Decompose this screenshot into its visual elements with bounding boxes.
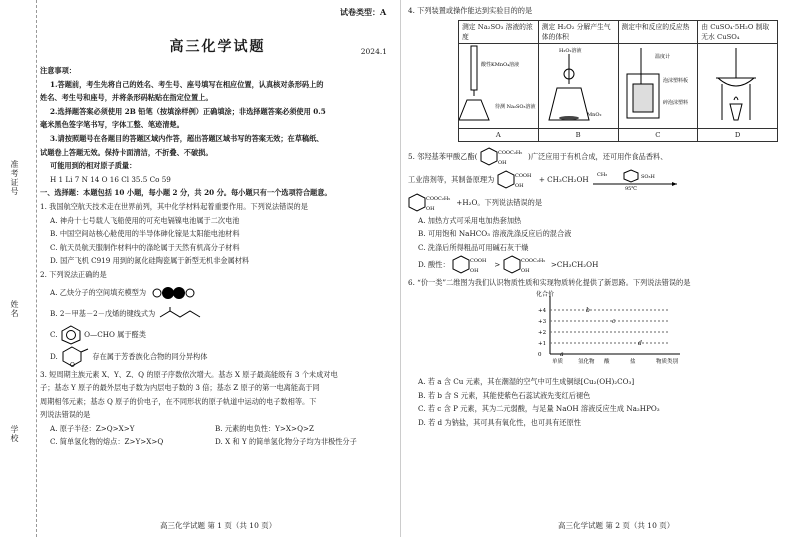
- q4-stem: 4. 下列装置或操作能达到实验目的的是: [408, 6, 533, 15]
- q5-option-d: [408, 254, 794, 276]
- product-ester-icon: [408, 193, 454, 213]
- q4-letter-d: D: [698, 128, 778, 141]
- q2-option-c-text: 属于醛类: [117, 329, 146, 339]
- q5-text: 工业溶剂等，其制备原理为: [408, 174, 495, 184]
- q6-option-c: C. 若 c 含 P 元素，其为二元弱酸，与足量 NaOH 溶液反应生成 Na₂HPO₃: [418, 404, 660, 414]
- q5-gt: >: [494, 260, 501, 270]
- q4-letter-c: C: [618, 128, 698, 141]
- x-tick-label: 单质: [552, 358, 564, 365]
- q6-option-a: A. 若 a 含 Cu 元素，其在潮湿的空气中可生成铜绿[Cu₂(OH)₂CO₃]: [418, 376, 635, 386]
- y-tick-label: +3: [538, 318, 547, 325]
- struct-label: 95℃: [624, 185, 637, 191]
- q3-option-d: D. X 和 Y 的简单氢化物分子均为非极性分子: [215, 437, 357, 447]
- note-line: 可能用到的相对原子质量：: [50, 161, 137, 171]
- pyran-ring-icon: [60, 346, 90, 368]
- acetylene-model-icon: [148, 286, 198, 300]
- q5-text: 5. 邻羟基苯甲酸乙酯(: [408, 151, 478, 161]
- q3-options-row: [40, 422, 395, 436]
- q1-stem: 1. 我国航空航天技术走在世界前列，其中化学材料起着重要作用。下列说法错误的是: [40, 201, 308, 211]
- notes-heading: 注意事项：: [40, 66, 76, 75]
- question-3: [40, 368, 395, 450]
- label-foam-board: 泡沫塑料板: [662, 77, 688, 84]
- q5-line-3: [408, 192, 794, 214]
- q4-figure-a: [459, 43, 539, 128]
- reaction-arrow-icon: [591, 169, 681, 191]
- valence-category-chart: [520, 290, 690, 375]
- q3-option-c: C. 简单氢化物的熔点：Z>Y>X>Q: [50, 437, 164, 447]
- note-line: 1.答题前，考生先将自己的姓名、考生号、座号填写在相应位置，认真核对条形码上的: [50, 79, 324, 89]
- x-tick-label: 酸: [604, 358, 610, 365]
- ethyl-salicylate-icon: [480, 147, 526, 167]
- page-2: [408, 0, 794, 537]
- q6-option-b: B. 若 b 含 S 元素，其能使紫色石蕊试液先变红后褪色: [418, 390, 591, 400]
- q1-option-d: D. 国产飞机 C919 用到的氮化硅陶瓷属于新型无机非金属材料: [50, 256, 250, 266]
- q2-option-d-letter: D.: [50, 351, 58, 361]
- q5-line-1: [408, 146, 794, 168]
- footer-page-1: 高三化学试题 第 1 页（共 10 页）: [160, 521, 277, 531]
- salicylic-acid-icon: [497, 169, 537, 191]
- q4-table: [458, 20, 778, 142]
- q2-stem: 2. 下列说法正确的是: [40, 269, 107, 279]
- data-point-c: c: [612, 317, 616, 325]
- q5-option-c: C. 洗涤后所得粗品可用碱石灰干燥: [418, 242, 529, 252]
- note-line: 姓名、考生号和座号，并将条形码粘贴在指定位置上。: [40, 93, 213, 103]
- exam-date: 2024.1: [360, 47, 387, 56]
- q6-stem: 6. “价一类”二维图为我们认识物质性质和实现物质转化提供了新思路。下列说法错误的是: [408, 278, 691, 288]
- label-foam-bits: 碎泡沫塑料: [662, 99, 688, 106]
- q5-text: +H₂O。下列说法错误的是: [456, 197, 543, 207]
- struct-label: COOH: [514, 172, 531, 179]
- q2-option-b: [40, 304, 395, 324]
- x-tick-label: 盐: [630, 358, 636, 365]
- question-5: [408, 146, 794, 277]
- salicylic-acid-icon: [452, 255, 492, 275]
- struct-label: OH: [469, 268, 479, 275]
- q1-option-b: B. 中国空间站核心舱使用的半导体砷化镓是太阳能电池材料: [50, 229, 240, 239]
- q4-cell-d: 由 CuSO₄·5H₂O 制取无水 CuSO₄: [698, 20, 778, 43]
- q3-option-a: A. 原子半径：Z>Q>X>Y: [50, 423, 135, 433]
- label-school: 学校: [10, 425, 19, 443]
- q2-option-a: [40, 282, 395, 304]
- q5-option-a: A. 加热方式可采用电加热套加热: [418, 215, 522, 225]
- atomic-masses: H 1 Li 7 N 14 O 16 Cl 35.5 Co 59: [50, 174, 171, 184]
- struct-label: OH: [514, 182, 524, 189]
- struct-label: OH: [520, 268, 530, 275]
- q2-option-c-letter: C.: [50, 329, 58, 339]
- data-point-a: a: [560, 350, 564, 358]
- page-title: 高三化学试题: [169, 39, 266, 55]
- q6-option-d: D. 若 d 为钠盐，其可具有氧化性，也可具有还原性: [418, 417, 581, 427]
- data-point-b: b: [586, 306, 590, 314]
- gas-volume-apparatus-icon: [539, 44, 617, 124]
- x-axis-label: 物质类别: [656, 358, 679, 365]
- q4-letter-b: B: [538, 128, 618, 141]
- q2-option-c-group: O—CHO: [84, 329, 115, 339]
- struct-label: COOC₂H₅: [426, 195, 451, 202]
- q5-text: )广泛应用于有机合成，还可用作食品香料、: [528, 151, 668, 161]
- q5-option-d-text: D. 酸性：: [418, 260, 450, 270]
- q4-letter-a: A: [459, 128, 539, 141]
- label-exam-number: 准考证号: [10, 160, 19, 196]
- struct-label: SO₃H: [640, 173, 655, 180]
- note-line: 毫米黑色签字笔书写，字体工整、笔迹清楚。: [40, 120, 184, 130]
- ethyl-salicylate-icon: [503, 255, 549, 275]
- note-line: 试题卷上答题无效。保持卡面清洁，不折叠、不破损。: [40, 147, 213, 157]
- struct-label: COOC₂H₅: [520, 258, 545, 265]
- q5-gt-ethanol: >CH₃CH₂OH: [550, 260, 599, 270]
- q3-option-b: B. 元素的电负性：Y>X>Q>Z: [215, 423, 314, 433]
- q3-options-row: [40, 435, 395, 449]
- label-na2so3: 待测 Na₂SO₃溶液: [495, 103, 536, 110]
- notes: [40, 64, 395, 186]
- benzene-ring-icon: [60, 325, 82, 345]
- q1-option-a: A. 神舟十七号载人飞船使用的可充电镉镍电池属于二次电池: [50, 215, 240, 225]
- q3-line: 3. 短周期主族元素 X、Y、Z、Q 的原子序数依次增大。基态 X 原子最高能级有 3 个未成对电: [40, 369, 338, 379]
- struct-label: OH: [426, 205, 435, 212]
- struct-label: COOC₂H₅: [497, 149, 522, 156]
- note-line: 2.选择题答案必须使用 2B 铅笔（按填涂样例）正确填涂；非选择题答案必须使用 0.5: [50, 106, 326, 116]
- struct-label: OH: [497, 159, 507, 166]
- q5-text: + CH₃CH₂OH: [538, 174, 589, 184]
- q2-option-a-text: A. 乙炔分子的空间填充模型为: [50, 287, 147, 297]
- y-tick-label: 0: [538, 351, 542, 358]
- q2-option-c: [40, 324, 395, 346]
- label-mno2: MnO₂: [586, 111, 602, 118]
- label-thermometer: 温度计: [654, 53, 670, 60]
- titration-apparatus-icon: [459, 44, 537, 124]
- chart-svg: [520, 290, 690, 375]
- q2-option-d-text: 存在属于芳香族化合物的同分异构体: [92, 351, 208, 361]
- q3-line: 周期相邻元素；基态 Q 原子的价电子，在不同形状的原子轨道中运动的电子数相等。下: [40, 396, 317, 406]
- q4-cell-b: 测定 H₂O₂ 分解产生气体的体积: [538, 20, 618, 43]
- x-tick-label: 氢化物: [578, 358, 595, 365]
- binding-strip: [0, 0, 37, 537]
- section-heading: 一、选择题：本题包括 10 小题，每小题 2 分，共 20 分。每小题只有一个选项符合题意。: [40, 188, 332, 198]
- question-1: [40, 200, 395, 268]
- q2-option-b-text: B. 2－甲基－2－戊烯的键线式为: [50, 308, 156, 318]
- q5-line-2: [408, 168, 794, 192]
- footer-page-2: 高三化学试题 第 2 页（共 10 页）: [558, 521, 675, 531]
- page-1: [40, 0, 395, 537]
- q3-line: 列说法错误的是: [40, 410, 91, 420]
- q4-figure-b: [538, 43, 618, 128]
- y-tick-label: +4: [538, 307, 547, 314]
- skeletal-formula-icon: [158, 307, 206, 321]
- svg-text:O: O: [70, 361, 76, 368]
- q4-cell-a: 测定 Na₂SO₃ 溶液的浓度: [459, 20, 539, 43]
- struct-label: CH₃: [596, 171, 608, 178]
- page-divider: [400, 0, 401, 537]
- calorimeter-icon: [619, 44, 697, 124]
- q1-option-c: C. 航天员航天服制作材料中的涤纶属于天然有机高分子材料: [50, 242, 240, 252]
- q5-option-b: B. 可用饱和 NaHCO₃ 溶液洗涤反应后的混合液: [418, 229, 572, 239]
- q3-line: 子；基态 Y 原子的最外层电子数为内层电子数的 3 倍；基态 Z 原子的第一电离能高于同: [40, 383, 320, 393]
- q4-cell-c: 测定中和反应的反应热: [618, 20, 698, 43]
- note-line: 3.请按照题号在各题目的答题区域内作答，超出答题区域书写的答案无效；在草稿纸、: [50, 133, 324, 143]
- struct-label: COOH: [469, 258, 487, 265]
- y-tick-label: +2: [538, 329, 547, 336]
- q4-figure-c: [618, 43, 698, 128]
- q4-figure-d: [698, 43, 778, 128]
- exam-type: 试卷类型：A: [340, 7, 387, 17]
- label-kmno4: 酸性KMnO₄溶液: [481, 61, 520, 68]
- data-point-d: d: [638, 339, 642, 347]
- y-axis-label: 化合价: [536, 290, 555, 298]
- question-6: [408, 276, 794, 429]
- evaporating-dish-icon: [698, 44, 776, 124]
- y-tick-label: +1: [538, 340, 547, 347]
- label-name: 姓名: [10, 300, 19, 318]
- label-h2o2: H₂O₂溶液: [558, 47, 582, 54]
- q2-option-d: [40, 346, 395, 368]
- question-2: [40, 268, 395, 368]
